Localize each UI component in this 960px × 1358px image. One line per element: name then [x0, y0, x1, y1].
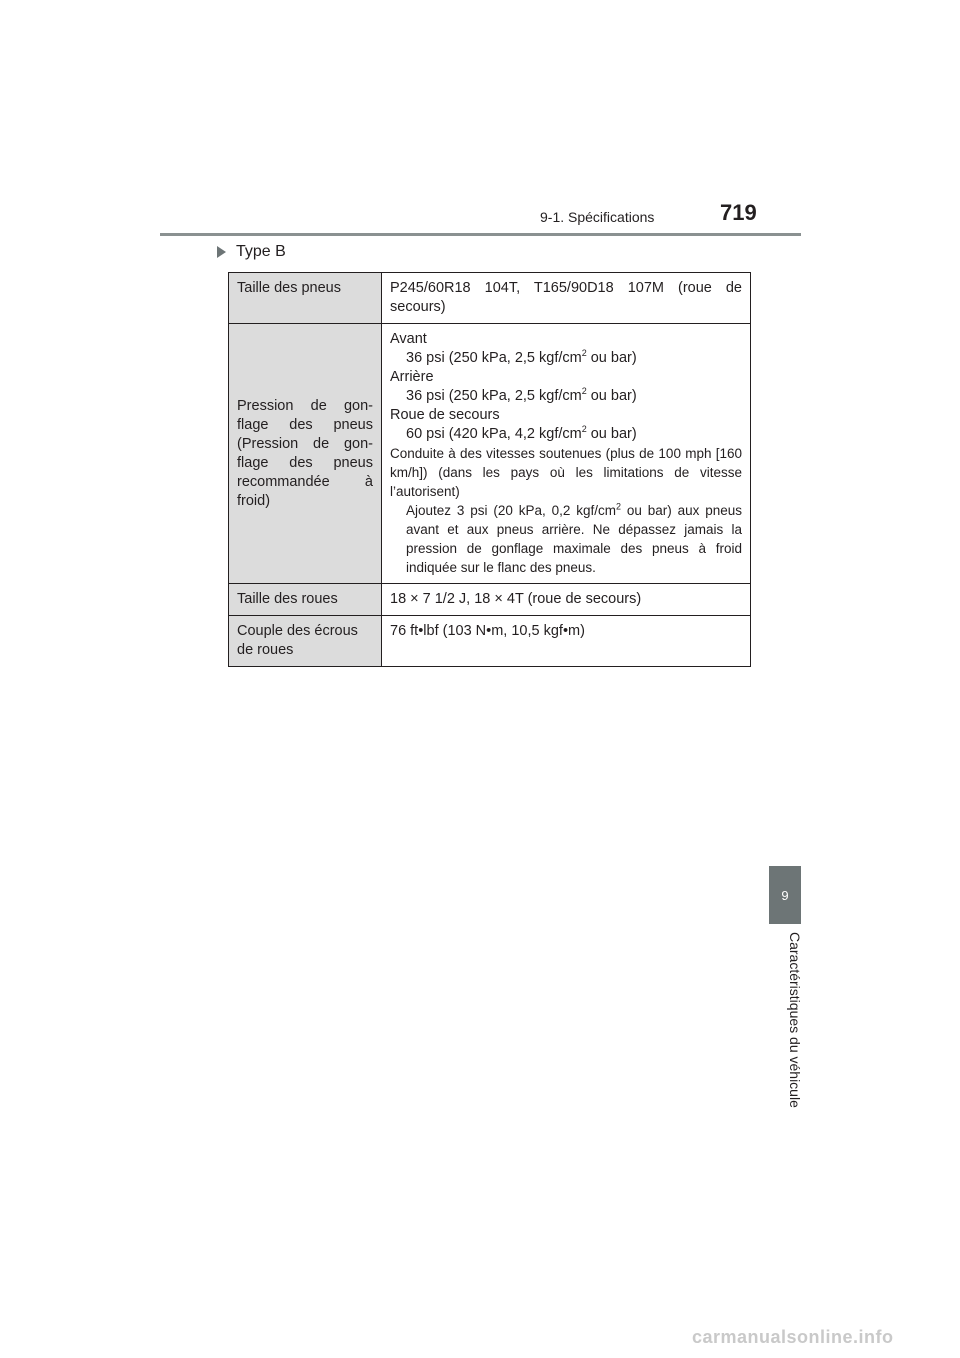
chapter-side-label: Caractéristiques du véhicule — [787, 932, 803, 1108]
header-divider — [160, 233, 801, 236]
pressure-value — [382, 324, 751, 584]
chapter-number: 9 — [781, 887, 789, 903]
pressure-label: Pression de gon-flage des pneus (Pression de gon-flage des pneus recommandée à froid) — [229, 324, 382, 584]
high-speed-note: Conduite à des vitesses soutenues (plus de 100 mph [160 km/h]) (dans les pays où les limitations de vitesse l’autorisent) — [390, 446, 742, 499]
spare-value: 60 psi (420 kPa, 4,2 kgf/$cm^2$ ou bar) — [406, 424, 637, 442]
watermark: carmanualsonline.info — [692, 1327, 894, 1347]
tire-size-value: P245/60R18 104T, T165/90D18 107M (roue de secours) — [382, 273, 751, 324]
table-row — [229, 584, 751, 616]
section-title: 9-1. Spécifications — [540, 209, 655, 225]
front-title: Avant — [390, 331, 427, 347]
table-row — [229, 324, 751, 584]
wheel-size-value: 18 × 7 1/2 J, 18 × 4T (roue de secours) — [382, 584, 751, 616]
wheel-size-label: Taille des roues — [229, 584, 382, 616]
tire-spec-table — [228, 272, 751, 667]
type-heading — [217, 243, 286, 261]
rear-title: Arrière — [390, 369, 434, 385]
tire-size-label: Taille des pneus — [229, 273, 382, 324]
nut-torque-label: Couple des écrous de roues — [229, 616, 382, 667]
table-row — [229, 616, 751, 667]
high-speed-value: Ajoutez 3 psi (20 kPa, 0,2 kgf/$cm^2$ ou bar) aux pneus avant et aux pneus arrière. Ne dépassez jamais la pression de gonflage maximale des pneus à froid indiquée sur le flanc des pneus. — [406, 501, 742, 575]
type-heading-text: Type B — [236, 243, 286, 260]
spare-title: Roue de secours — [390, 407, 500, 423]
triangle-bullet-icon — [217, 246, 226, 258]
rear-value: 36 psi (250 kPa, 2,5 kgf/$cm^2$ ou bar) — [406, 386, 637, 404]
nut-torque-value: 76 ft•lbf (103 N•m, 10,5 kgf•m) — [382, 616, 751, 667]
front-value: 36 psi (250 kPa, 2,5 kgf/$cm^2$ ou bar) — [406, 348, 637, 366]
chapter-tab — [769, 866, 801, 924]
table-row — [229, 273, 751, 324]
page-number: 719 — [720, 200, 757, 225]
